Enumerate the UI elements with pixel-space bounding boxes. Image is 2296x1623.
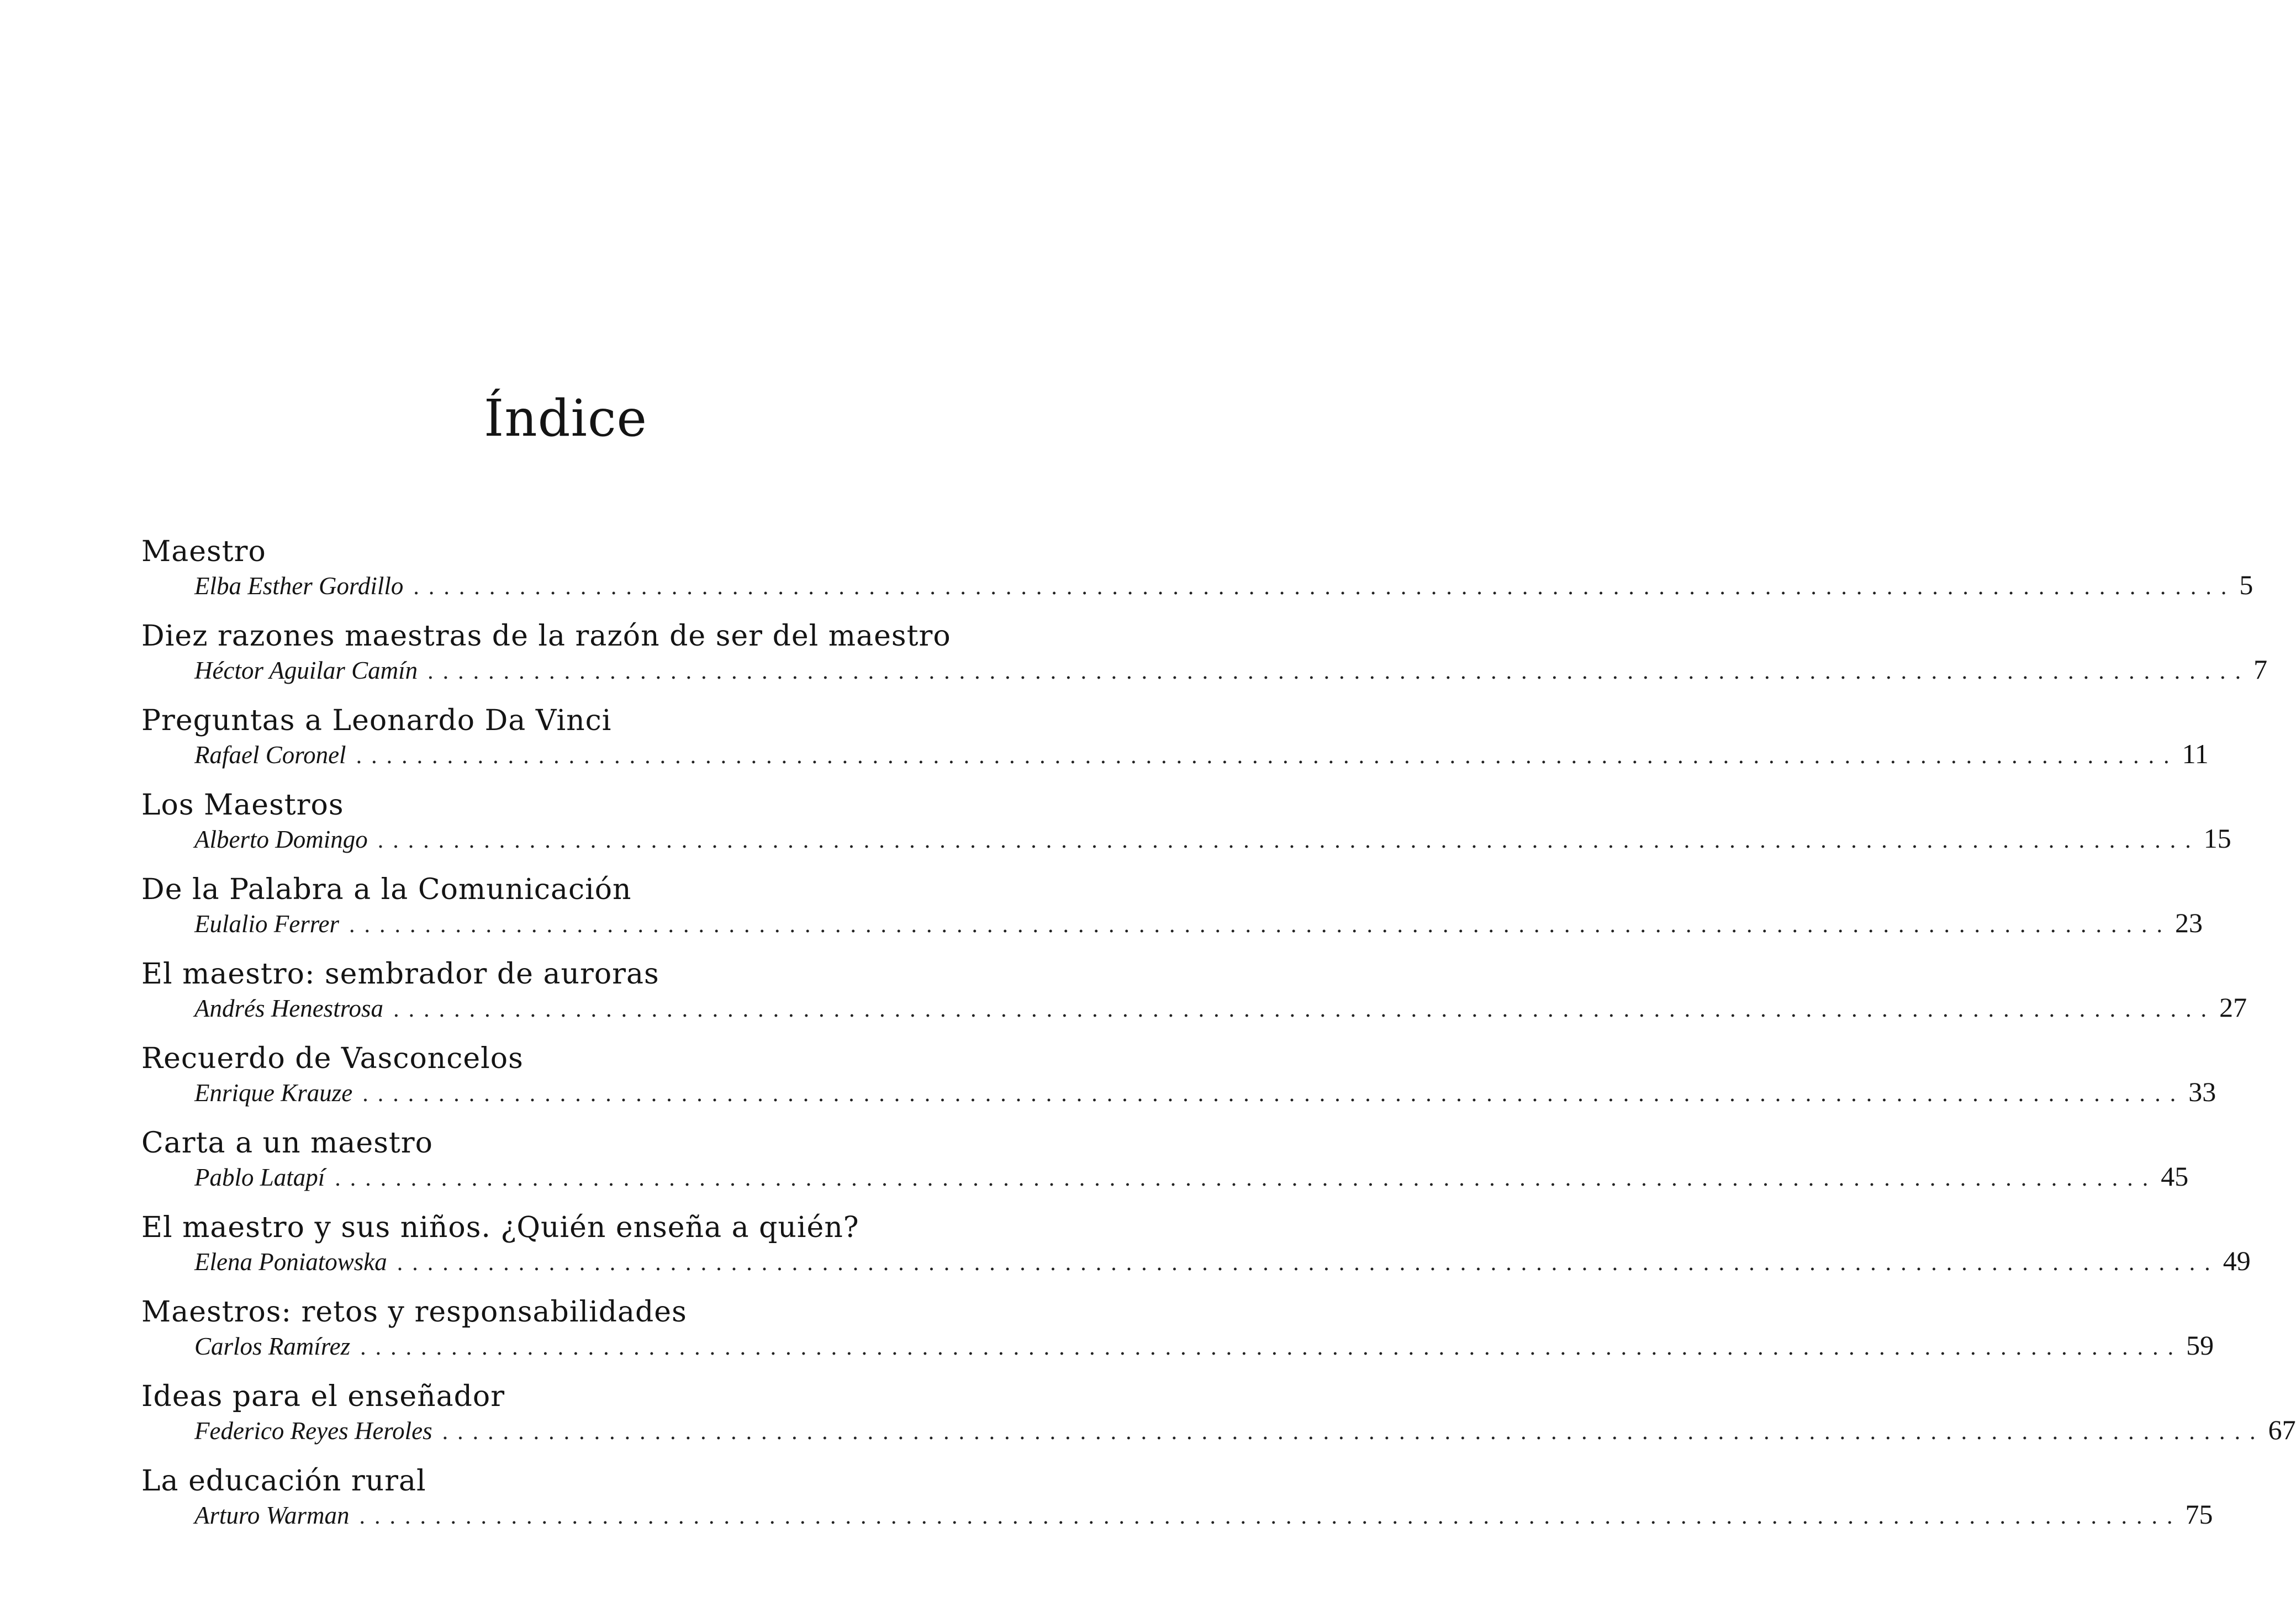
leader-dots: ........................................................................................................................ <box>356 743 2179 769</box>
entry-author: Elena Poniatowska <box>194 1248 387 1276</box>
entry-page-number: 45 <box>2161 1161 2189 1192</box>
leader-dots: ........................................................................................................................ <box>413 574 2236 600</box>
entry-author-line <box>194 569 2253 603</box>
entry-page-number: 5 <box>2239 569 2253 600</box>
toc-entry <box>141 619 2268 704</box>
entry-author: Andrés Henestrosa <box>194 995 384 1022</box>
entry-page-number: 49 <box>2223 1245 2251 1276</box>
leader-dots: ........................................................................................................................ <box>360 1335 2183 1360</box>
toc-entry <box>141 1126 2189 1210</box>
leader-dots: ........................................................................................................................ <box>377 828 2200 853</box>
entry-page-number: 27 <box>2219 992 2247 1023</box>
entry-title: Carta a un maestro <box>141 1127 433 1160</box>
entry-title: Ideas para el enseñador <box>141 1380 505 1413</box>
entry-author-line <box>194 1160 2189 1194</box>
entry-author-line <box>194 907 2203 941</box>
entry-title: La educación rural <box>141 1465 426 1498</box>
leader-dots: ........................................................................................................................ <box>427 659 2251 684</box>
toc-entry <box>141 1042 2216 1126</box>
page-title: Índice <box>484 388 647 448</box>
toc-entry <box>141 704 2209 788</box>
entry-author-line <box>194 653 2268 688</box>
entry-author-line <box>194 1076 2216 1110</box>
entry-author: Enrique Krauze <box>194 1079 353 1107</box>
entry-page-number: 15 <box>2203 823 2231 854</box>
entry-author-line <box>194 991 2247 1025</box>
entry-title: El maestro y sus niños. ¿Quién enseña a quién? <box>141 1211 859 1244</box>
entry-page-number: 23 <box>2175 907 2203 938</box>
entry-title: Maestro <box>141 535 266 568</box>
entry-title: Los Maestros <box>141 789 344 822</box>
entry-author: Rafael Coronel <box>194 741 346 769</box>
entry-title: Preguntas a Leonardo Da Vinci <box>141 704 612 737</box>
entry-title: Maestros: retos y responsabilidades <box>141 1296 687 1329</box>
toc-entry <box>141 1210 2251 1295</box>
leader-dots: ........................................................................................................................ <box>362 1081 2186 1107</box>
entry-page-number: 67 <box>2268 1414 2296 1445</box>
entry-page-number: 75 <box>2185 1499 2213 1530</box>
toc-entry <box>141 957 2247 1042</box>
entry-author-line <box>194 738 2209 772</box>
table-of-contents <box>141 535 2296 1548</box>
leader-dots: ........................................................................................................................ <box>397 1250 2220 1276</box>
entry-page-number: 59 <box>2186 1330 2214 1361</box>
entry-title: El maestro: sembrador de auroras <box>141 958 659 991</box>
leader-dots: ........................................................................................................................ <box>359 1504 2182 1529</box>
entry-author: Carlos Ramírez <box>194 1333 351 1360</box>
entry-title: Diez razones maestras de la razón de ser del maestro <box>141 620 951 653</box>
leader-dots: ........................................................................................................................ <box>393 997 2216 1022</box>
entry-author: Arturo Warman <box>194 1502 350 1529</box>
entry-page-number: 33 <box>2188 1076 2216 1107</box>
toc-entry <box>141 873 2203 957</box>
leader-dots: ........................................................................................................................ <box>349 912 2172 938</box>
toc-entry <box>141 535 2253 619</box>
entry-author: Eulalio Ferrer <box>194 910 340 938</box>
entry-author-line <box>194 1414 2296 1448</box>
toc-entry <box>141 1295 2214 1379</box>
leader-dots: ........................................................................................................................ <box>335 1166 2158 1191</box>
entry-author-line <box>194 1498 2213 1532</box>
entry-author: Federico Reyes Heroles <box>194 1417 432 1445</box>
entry-author: Héctor Aguilar Camín <box>194 657 418 684</box>
entry-author: Elba Esther Gordillo <box>194 572 404 600</box>
toc-entry <box>141 1464 2213 1548</box>
toc-entry <box>141 1379 2296 1464</box>
entry-author: Pablo Latapí <box>194 1164 325 1191</box>
entry-author: Alberto Domingo <box>194 826 368 853</box>
toc-entry <box>141 788 2231 873</box>
entry-page-number: 7 <box>2253 654 2268 685</box>
entry-title: Recuerdo de Vasconcelos <box>141 1042 524 1075</box>
entry-author-line <box>194 822 2231 857</box>
entry-author-line <box>194 1245 2251 1279</box>
leader-dots: ........................................................................................................................ <box>442 1419 2265 1445</box>
entry-title: De la Palabra a la Comunicación <box>141 873 632 906</box>
entry-page-number: 11 <box>2182 738 2209 769</box>
entry-author-line <box>194 1329 2214 1363</box>
